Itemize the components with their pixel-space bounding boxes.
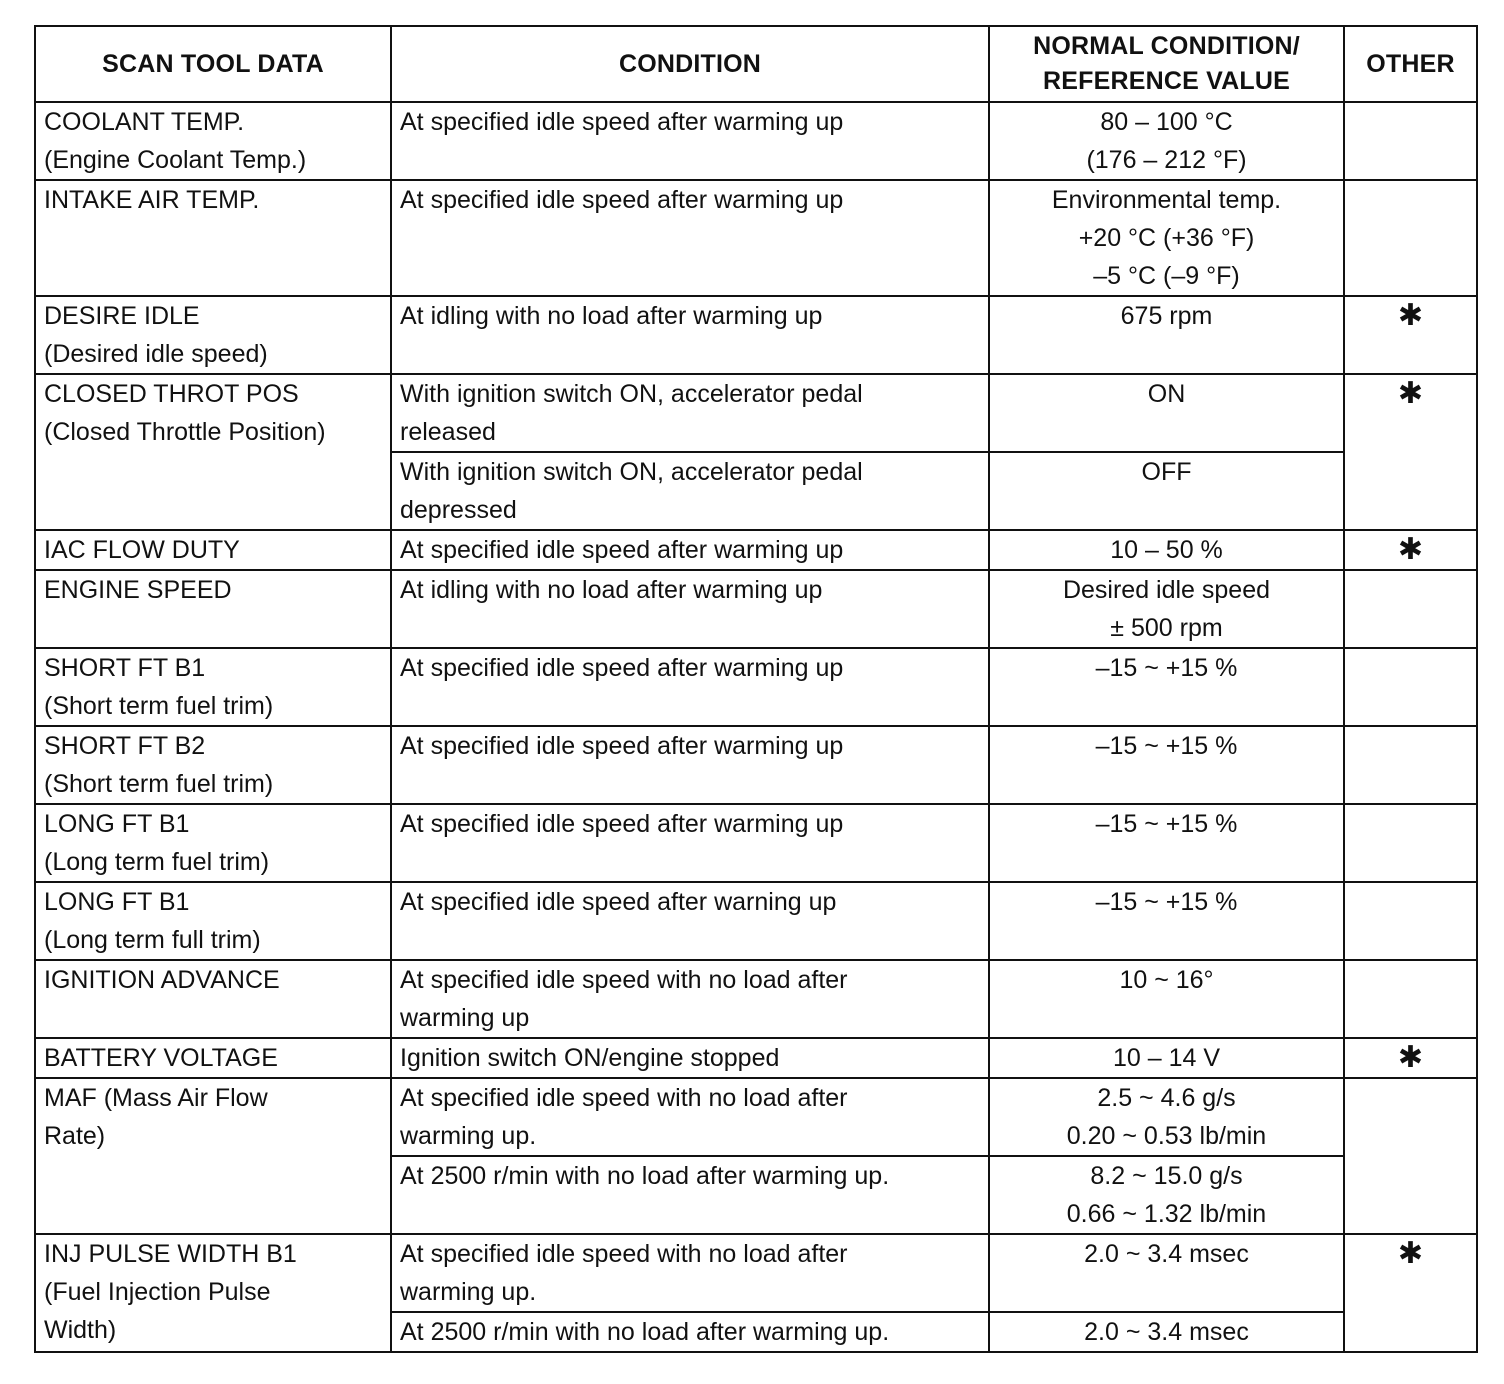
value-cell: 675 rpm <box>989 296 1344 374</box>
condition-cell: At specified idle speed after warming up <box>391 102 989 180</box>
value-cell: 2.5 ~ 4.6 g/s 0.20 ~ 0.53 lb/min <box>989 1078 1344 1156</box>
scan-item-cell: IAC FLOW DUTY <box>35 530 391 570</box>
value-cell: –15 ~ +15 % <box>989 804 1344 882</box>
table-row <box>35 374 1477 452</box>
scan-item-cell: IGNITION ADVANCE <box>35 960 391 1038</box>
value-cell: OFF <box>989 452 1344 530</box>
table-row <box>35 1078 1477 1156</box>
asterisk-mark: ✱ <box>1344 296 1477 374</box>
asterisk-mark: ✱ <box>1344 1038 1477 1078</box>
asterisk-mark: ✱ <box>1344 374 1477 530</box>
condition-cell: With ignition switch ON, accelerator pedal depressed <box>391 452 989 530</box>
value-cell: 10 – 14 V <box>989 1038 1344 1078</box>
other-cell <box>1344 648 1477 726</box>
table-row <box>35 296 1477 374</box>
header-normal-condition <box>989 26 1344 102</box>
condition-cell: At specified idle speed with no load after warming up <box>391 960 989 1038</box>
value-cell: –15 ~ +15 % <box>989 726 1344 804</box>
scan-item-cell: SHORT FT B1 (Short term fuel trim) <box>35 648 391 726</box>
condition-cell: At specified idle speed after warming up <box>391 180 989 296</box>
value-cell: 80 – 100 °C (176 – 212 °F) <box>989 102 1344 180</box>
scan-item-cell: INJ PULSE WIDTH B1 (Fuel Injection Pulse Width) <box>35 1234 391 1352</box>
header-row <box>35 26 1477 102</box>
value-cell: –15 ~ +15 % <box>989 648 1344 726</box>
other-cell <box>1344 570 1477 648</box>
header-scan-tool-data: SCAN TOOL DATA <box>35 26 391 102</box>
value-cell: 2.0 ~ 3.4 msec <box>989 1234 1344 1312</box>
value-cell: –15 ~ +15 % <box>989 882 1344 960</box>
other-cell <box>1344 804 1477 882</box>
scan-tool-data-table <box>34 25 1478 1353</box>
value-cell: 10 – 50 % <box>989 530 1344 570</box>
scan-item-cell: LONG FT B1 (Long term fuel trim) <box>35 804 391 882</box>
condition-cell: At specified idle speed after warming up <box>391 804 989 882</box>
scan-item-cell: INTAKE AIR TEMP. <box>35 180 391 296</box>
asterisk-mark: ✱ <box>1344 1234 1477 1352</box>
other-cell <box>1344 726 1477 804</box>
condition-cell: At specified idle speed after warning up <box>391 882 989 960</box>
other-cell <box>1344 1078 1477 1234</box>
condition-cell: At 2500 r/min with no load after warming up. <box>391 1312 989 1352</box>
scan-item-cell: ENGINE SPEED <box>35 570 391 648</box>
condition-cell: At specified idle speed after warming up <box>391 648 989 726</box>
header-normal-line1: NORMAL CONDITION/ <box>1033 32 1300 60</box>
other-cell <box>1344 960 1477 1038</box>
table-row <box>35 1038 1477 1078</box>
table-row <box>35 570 1477 648</box>
condition-cell: With ignition switch ON, accelerator pedal released <box>391 374 989 452</box>
condition-cell: At specified idle speed with no load after warming up. <box>391 1234 989 1312</box>
scan-item-cell: SHORT FT B2 (Short term fuel trim) <box>35 726 391 804</box>
condition-cell: At specified idle speed after warming up <box>391 726 989 804</box>
table-row <box>35 726 1477 804</box>
table-row <box>35 1234 1477 1312</box>
condition-cell: At specified idle speed with no load after warming up. <box>391 1078 989 1156</box>
asterisk-mark: ✱ <box>1344 530 1477 570</box>
table-row <box>35 530 1477 570</box>
condition-cell: At idling with no load after warming up <box>391 296 989 374</box>
condition-cell: At 2500 r/min with no load after warming up. <box>391 1156 989 1234</box>
condition-cell: At idling with no load after warming up <box>391 570 989 648</box>
value-cell: Environmental temp. +20 °C (+36 °F) –5 °C (–9 °F) <box>989 180 1344 296</box>
header-normal-line2: REFERENCE VALUE <box>1042 67 1290 95</box>
condition-cell: At specified idle speed after warming up <box>391 530 989 570</box>
value-cell: Desired idle speed ± 500 rpm <box>989 570 1344 648</box>
value-cell: 8.2 ~ 15.0 g/s 0.66 ~ 1.32 lb/min <box>989 1156 1344 1234</box>
scan-item-cell: LONG FT B1 (Long term full trim) <box>35 882 391 960</box>
table-row <box>35 960 1477 1038</box>
value-cell: ON <box>989 374 1344 452</box>
condition-cell: Ignition switch ON/engine stopped <box>391 1038 989 1078</box>
table-row <box>35 804 1477 882</box>
scan-item-cell: BATTERY VOLTAGE <box>35 1038 391 1078</box>
scan-item-cell: CLOSED THROT POS (Closed Throttle Position) <box>35 374 391 530</box>
scan-item-cell: DESIRE IDLE (Desired idle speed) <box>35 296 391 374</box>
table-row <box>35 102 1477 180</box>
other-cell <box>1344 180 1477 296</box>
table-row <box>35 180 1477 296</box>
other-cell <box>1344 882 1477 960</box>
value-cell: 2.0 ~ 3.4 msec <box>989 1312 1344 1352</box>
scan-item-cell: COOLANT TEMP. (Engine Coolant Temp.) <box>35 102 391 180</box>
table-row <box>35 882 1477 960</box>
value-cell: 10 ~ 16° <box>989 960 1344 1038</box>
table-row <box>35 648 1477 726</box>
header-other: OTHER <box>1344 26 1477 102</box>
other-cell <box>1344 102 1477 180</box>
header-condition: CONDITION <box>391 26 989 102</box>
scan-item-cell: MAF (Mass Air Flow Rate) <box>35 1078 391 1234</box>
